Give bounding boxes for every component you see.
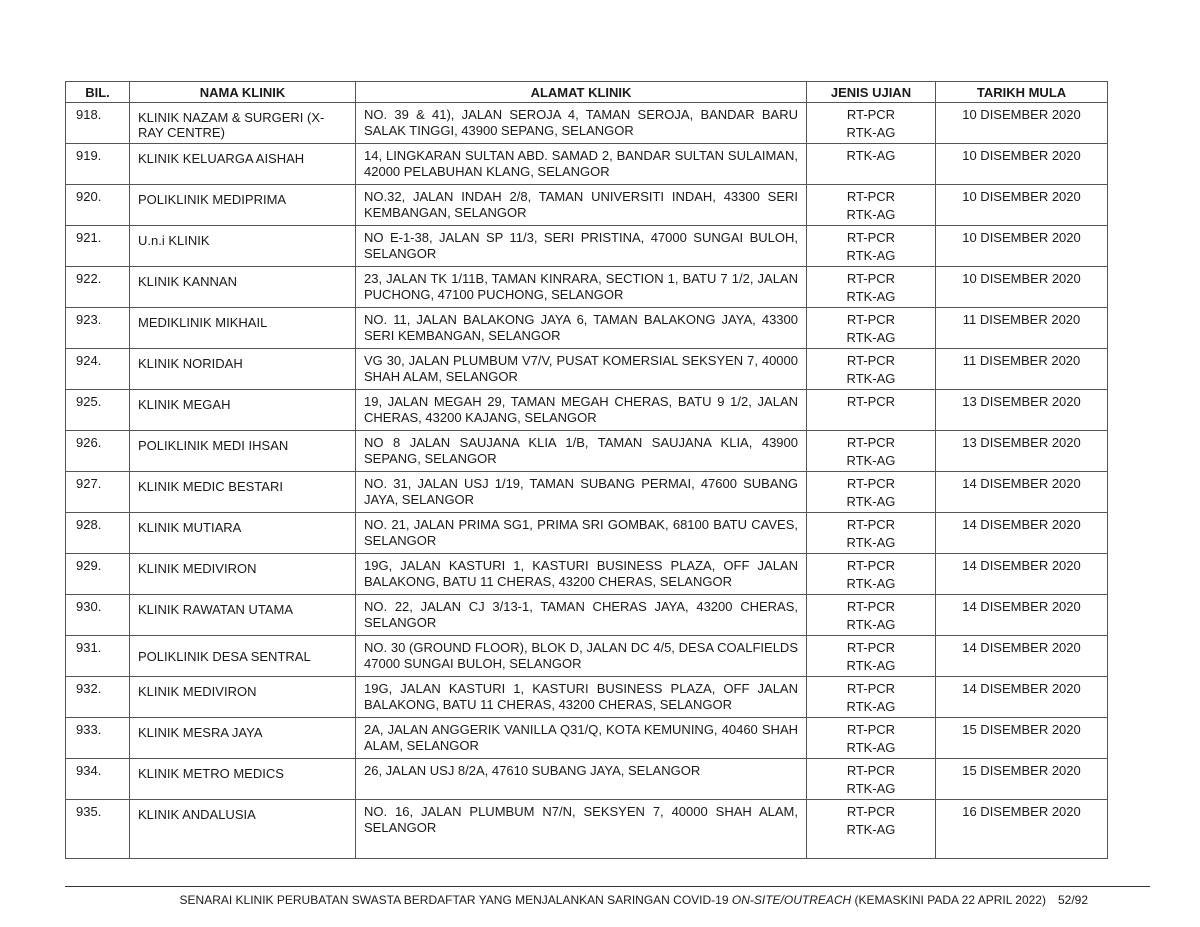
test-type: RT-PCR (846, 681, 896, 696)
test-type: RTK-AG (846, 371, 896, 386)
test-type: RT-PCR (846, 312, 896, 327)
cell-nama-klinik: KLINIK ANDALUSIA (130, 800, 356, 859)
cell-tarikh-mula: 14 DISEMBER 2020 (936, 472, 1108, 513)
cell-nama-klinik: U.n.i KLINIK (130, 226, 356, 267)
test-type: RTK-AG (846, 617, 896, 632)
cell-tarikh-mula: 10 DISEMBER 2020 (936, 267, 1108, 308)
cell-jenis-ujian (807, 308, 936, 349)
cell-jenis-ujian (807, 800, 936, 859)
cell-tarikh-mula: 15 DISEMBER 2020 (936, 759, 1108, 800)
test-type: RT-PCR (846, 353, 896, 368)
cell-nama-klinik: KLINIK RAWATAN UTAMA (130, 595, 356, 636)
test-type: RTK-AG (846, 148, 896, 163)
cell-alamat-klinik: NO. 11, JALAN BALAKONG JAYA 6, TAMAN BALAKONG JAYA, 43300 SERI KEMBANGAN, SELANGOR (356, 308, 807, 349)
test-type: RTK-AG (846, 576, 896, 591)
cell-tarikh-mula: 14 DISEMBER 2020 (936, 636, 1108, 677)
cell-jenis-ujian (807, 431, 936, 472)
table-row (66, 759, 1108, 800)
cell-nama-klinik: KLINIK MEGAH (130, 390, 356, 431)
cell-tarikh-mula: 14 DISEMBER 2020 (936, 595, 1108, 636)
test-type: RT-PCR (846, 107, 896, 122)
table-row (66, 308, 1108, 349)
cell-bil: 923. (66, 308, 130, 349)
cell-tarikh-mula: 14 DISEMBER 2020 (936, 677, 1108, 718)
header-nama-klinik: NAMA KLINIK (130, 82, 356, 103)
table-row (66, 390, 1108, 431)
test-type: RT-PCR (846, 394, 896, 409)
test-type: RT-PCR (846, 722, 896, 737)
cell-tarikh-mula: 14 DISEMBER 2020 (936, 554, 1108, 595)
table-row (66, 718, 1108, 759)
cell-jenis-ujian (807, 103, 936, 144)
test-type: RT-PCR (846, 476, 896, 491)
cell-alamat-klinik: VG 30, JALAN PLUMBUM V7/V, PUSAT KOMERSIAL SEKSYEN 7, 40000 SHAH ALAM, SELANGOR (356, 349, 807, 390)
table-row (66, 554, 1108, 595)
cell-tarikh-mula: 14 DISEMBER 2020 (936, 513, 1108, 554)
cell-alamat-klinik: 19G, JALAN KASTURI 1, KASTURI BUSINESS PLAZA, OFF JALAN BALAKONG, BATU 11 CHERAS, 43200 CHERAS, SELANGOR (356, 554, 807, 595)
table-row (66, 431, 1108, 472)
cell-alamat-klinik: NO. 16, JALAN PLUMBUM N7/N, SEKSYEN 7, 40000 SHAH ALAM, SELANGOR (356, 800, 807, 859)
cell-nama-klinik: KLINIK MEDIC BESTARI (130, 472, 356, 513)
footer-title-date: (KEMASKINI PADA 22 APRIL 2022) (851, 893, 1046, 907)
cell-tarikh-mula: 10 DISEMBER 2020 (936, 185, 1108, 226)
cell-nama-klinik: KLINIK NAZAM & SURGERI (X-RAY CENTRE) (130, 103, 356, 144)
cell-jenis-ujian (807, 144, 936, 185)
header-bil: BIL. (66, 82, 130, 103)
header-tarikh-mula: TARIKH MULA (936, 82, 1108, 103)
cell-jenis-ujian (807, 759, 936, 800)
cell-alamat-klinik: NO. 31, JALAN USJ 1/19, TAMAN SUBANG PERMAI, 47600 SUBANG JAYA, SELANGOR (356, 472, 807, 513)
cell-tarikh-mula: 11 DISEMBER 2020 (936, 308, 1108, 349)
table-row (66, 800, 1108, 859)
cell-jenis-ujian (807, 185, 936, 226)
cell-jenis-ujian (807, 472, 936, 513)
cell-alamat-klinik: NO 8 JALAN SAUJANA KLIA 1/B, TAMAN SAUJANA KLIA, 43900 SEPANG, SELANGOR (356, 431, 807, 472)
test-type: RTK-AG (846, 699, 896, 714)
test-type: RTK-AG (846, 494, 896, 509)
cell-bil: 925. (66, 390, 130, 431)
cell-jenis-ujian (807, 226, 936, 267)
test-type: RTK-AG (846, 125, 896, 140)
test-type: RT-PCR (846, 640, 896, 655)
cell-bil: 933. (66, 718, 130, 759)
cell-jenis-ujian (807, 677, 936, 718)
cell-alamat-klinik: 26, JALAN USJ 8/2A, 47610 SUBANG JAYA, SELANGOR (356, 759, 807, 800)
cell-jenis-ujian (807, 718, 936, 759)
table-row (66, 472, 1108, 513)
test-type: RTK-AG (846, 781, 896, 796)
cell-bil: 932. (66, 677, 130, 718)
test-type: RTK-AG (846, 658, 896, 673)
cell-nama-klinik: KLINIK KELUARGA AISHAH (130, 144, 356, 185)
cell-bil: 929. (66, 554, 130, 595)
footer-title: SENARAI KLINIK PERUBATAN SWASTA BERDAFTAR YANG MENJALANKAN SARINGAN COVID-19 (179, 893, 732, 907)
cell-bil: 931. (66, 636, 130, 677)
cell-alamat-klinik: 14, LINGKARAN SULTAN ABD. SAMAD 2, BANDAR SULTAN SULAIMAN, 42000 PELABUHAN KLANG, SELANGOR (356, 144, 807, 185)
test-type: RT-PCR (846, 599, 896, 614)
table-row (66, 636, 1108, 677)
cell-nama-klinik: POLIKLINIK MEDIPRIMA (130, 185, 356, 226)
cell-tarikh-mula: 13 DISEMBER 2020 (936, 431, 1108, 472)
table-row (66, 226, 1108, 267)
cell-bil: 920. (66, 185, 130, 226)
test-type: RT-PCR (846, 763, 896, 778)
cell-tarikh-mula: 15 DISEMBER 2020 (936, 718, 1108, 759)
cell-bil: 921. (66, 226, 130, 267)
test-type: RTK-AG (846, 535, 896, 550)
table-row (66, 103, 1108, 144)
cell-bil: 927. (66, 472, 130, 513)
clinic-table (65, 81, 1108, 859)
table-header-row (66, 82, 1108, 103)
table-row (66, 267, 1108, 308)
cell-bil: 935. (66, 800, 130, 859)
cell-tarikh-mula: 13 DISEMBER 2020 (936, 390, 1108, 431)
table-row (66, 513, 1108, 554)
cell-nama-klinik: KLINIK NORIDAH (130, 349, 356, 390)
test-type: RT-PCR (846, 517, 896, 532)
cell-jenis-ujian (807, 595, 936, 636)
cell-tarikh-mula: 10 DISEMBER 2020 (936, 103, 1108, 144)
cell-nama-klinik: KLINIK MUTIARA (130, 513, 356, 554)
cell-jenis-ujian (807, 636, 936, 677)
cell-jenis-ujian (807, 554, 936, 595)
cell-tarikh-mula: 10 DISEMBER 2020 (936, 144, 1108, 185)
table-row (66, 677, 1108, 718)
test-type: RTK-AG (846, 740, 896, 755)
cell-alamat-klinik: NO E-1-38, JALAN SP 11/3, SERI PRISTINA, 47000 SUNGAI BULOH, SELANGOR (356, 226, 807, 267)
cell-bil: 934. (66, 759, 130, 800)
cell-nama-klinik: KLINIK MEDIVIRON (130, 677, 356, 718)
cell-alamat-klinik: 23, JALAN TK 1/11B, TAMAN KINRARA, SECTION 1, BATU 7 1/2, JALAN PUCHONG, 47100 PUCHONG, SELANGOR (356, 267, 807, 308)
cell-alamat-klinik: NO. 21, JALAN PRIMA SG1, PRIMA SRI GOMBAK, 68100 BATU CAVES, SELANGOR (356, 513, 807, 554)
test-type: RT-PCR (846, 271, 896, 286)
cell-alamat-klinik: 2A, JALAN ANGGERIK VANILLA Q31/Q, KOTA KEMUNING, 40460 SHAH ALAM, SELANGOR (356, 718, 807, 759)
test-type: RTK-AG (846, 248, 896, 263)
header-jenis-ujian: JENIS UJIAN (807, 82, 936, 103)
table-row (66, 144, 1108, 185)
test-type: RTK-AG (846, 453, 896, 468)
table-row (66, 595, 1108, 636)
test-type: RTK-AG (846, 289, 896, 304)
cell-bil: 918. (66, 103, 130, 144)
cell-nama-klinik: KLINIK METRO MEDICS (130, 759, 356, 800)
cell-nama-klinik: KLINIK MESRA JAYA (130, 718, 356, 759)
test-type: RT-PCR (846, 558, 896, 573)
cell-tarikh-mula: 10 DISEMBER 2020 (936, 226, 1108, 267)
cell-nama-klinik: POLIKLINIK MEDI IHSAN (130, 431, 356, 472)
page-number: 52/92 (1057, 893, 1088, 907)
cell-bil: 926. (66, 431, 130, 472)
cell-nama-klinik: POLIKLINIK DESA SENTRAL (130, 636, 356, 677)
test-type: RTK-AG (846, 822, 896, 837)
cell-alamat-klinik: NO. 30 (GROUND FLOOR), BLOK D, JALAN DC 4/5, DESA COALFIELDS 47000 SUNGAI BULOH, SELANGOR (356, 636, 807, 677)
cell-bil: 924. (66, 349, 130, 390)
footer (0, 893, 1088, 907)
test-type: RTK-AG (846, 207, 896, 222)
cell-tarikh-mula: 16 DISEMBER 2020 (936, 800, 1108, 859)
footer-divider (65, 886, 1150, 887)
table-row (66, 185, 1108, 226)
footer-title-italic: ON-SITE/OUTREACH (731, 893, 852, 907)
header-alamat-klinik: ALAMAT KLINIK (356, 82, 807, 103)
test-type: RT-PCR (846, 189, 896, 204)
cell-nama-klinik: KLINIK MEDIVIRON (130, 554, 356, 595)
cell-jenis-ujian (807, 349, 936, 390)
cell-alamat-klinik: NO. 22, JALAN CJ 3/13-1, TAMAN CHERAS JAYA, 43200 CHERAS, SELANGOR (356, 595, 807, 636)
cell-jenis-ujian (807, 267, 936, 308)
cell-alamat-klinik: NO.32, JALAN INDAH 2/8, TAMAN UNIVERSITI INDAH, 43300 SERI KEMBANGAN, SELANGOR (356, 185, 807, 226)
cell-bil: 919. (66, 144, 130, 185)
test-type: RT-PCR (846, 435, 896, 450)
cell-alamat-klinik: 19G, JALAN KASTURI 1, KASTURI BUSINESS PLAZA, OFF JALAN BALAKONG, BATU 11 CHERAS, 43200 CHERAS, SELANGOR (356, 677, 807, 718)
test-type: RTK-AG (846, 330, 896, 345)
cell-bil: 930. (66, 595, 130, 636)
test-type: RT-PCR (846, 230, 896, 245)
cell-jenis-ujian (807, 513, 936, 554)
cell-tarikh-mula: 11 DISEMBER 2020 (936, 349, 1108, 390)
cell-alamat-klinik: 19, JALAN MEGAH 29, TAMAN MEGAH CHERAS, BATU 9 1/2, JALAN CHERAS, 43200 KAJANG, SELANGOR (356, 390, 807, 431)
cell-alamat-klinik: NO. 39 & 41), JALAN SEROJA 4, TAMAN SEROJA, BANDAR BARU SALAK TINGGI, 43900 SEPANG, SELANGOR (356, 103, 807, 144)
test-type: RT-PCR (846, 804, 896, 819)
cell-bil: 922. (66, 267, 130, 308)
cell-nama-klinik: MEDIKLINIK MIKHAIL (130, 308, 356, 349)
table-row (66, 349, 1108, 390)
cell-nama-klinik: KLINIK KANNAN (130, 267, 356, 308)
cell-jenis-ujian (807, 390, 936, 431)
table-body (66, 103, 1108, 859)
cell-bil: 928. (66, 513, 130, 554)
